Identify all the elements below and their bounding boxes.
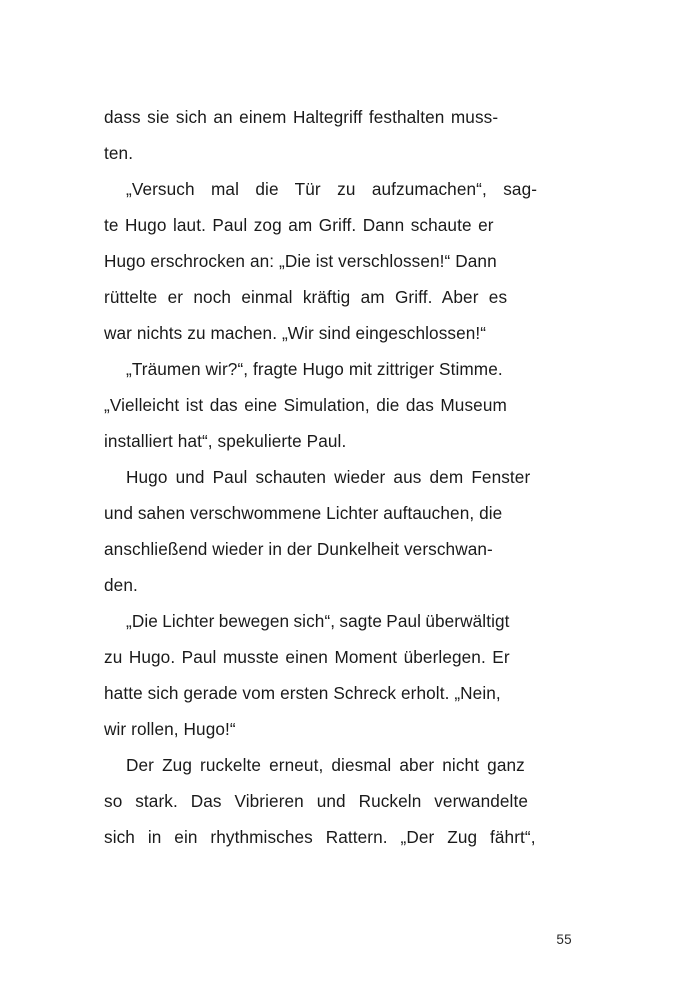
text-line: installiert hat“, spekulierte Paul.: [104, 431, 347, 451]
text-line: und sahen verschwommene Lichter auftauchen, die: [104, 503, 503, 523]
text-line: Hugo erschrocken an: „Die ist verschlossen!“ Dann: [104, 251, 497, 271]
text-line: den.: [104, 575, 138, 595]
body-text-column: [104, 99, 572, 855]
text-line: te Hugo laut. Paul zog am Griff. Dann schaute er: [104, 215, 494, 235]
text-line: Hugo und Paul schauten wieder aus dem Fenster: [126, 467, 531, 487]
paragraph: [104, 603, 572, 747]
text-line: so stark. Das Vibrieren und Ruckeln verwandelte: [104, 791, 529, 811]
text-line: Der Zug ruckelte erneut, diesmal aber nicht ganz: [126, 755, 525, 775]
paragraph: [104, 171, 572, 351]
text-line: zu Hugo. Paul musste einen Moment überlegen. Er: [104, 647, 510, 667]
page-number: 55: [556, 932, 572, 947]
paragraph: [104, 459, 572, 603]
text-line: sich in ein rhythmisches Rattern. „Der Zug fährt“,: [104, 827, 536, 847]
text-line: hatte sich gerade vom ersten Schreck erholt. „Nein,: [104, 683, 501, 703]
text-line: „Vielleicht ist das eine Simulation, die das Museum: [104, 395, 507, 415]
text-line: „Die Lichter bewegen sich“, sagte Paul überwältigt: [126, 611, 510, 631]
text-line: ten.: [104, 143, 134, 163]
paragraph: [104, 747, 572, 855]
text-line: wir rollen, Hugo!“: [104, 719, 236, 739]
text-line: anschließend wieder in der Dunkelheit verschwan-: [104, 539, 493, 559]
text-line: „Versuch mal die Tür zu aufzumachen“, sag-: [126, 179, 538, 199]
paragraph: [104, 99, 572, 171]
text-line: dass sie sich an einem Haltegriff festhalten muss-: [104, 107, 499, 127]
text-line: „Träumen wir?“, fragte Hugo mit zittriger Stimme.: [126, 359, 503, 379]
text-line: rüttelte er noch einmal kräftig am Griff. Aber es: [104, 287, 508, 307]
text-line: war nichts zu machen. „Wir sind eingeschlossen!“: [104, 323, 487, 343]
paragraph: [104, 351, 572, 459]
